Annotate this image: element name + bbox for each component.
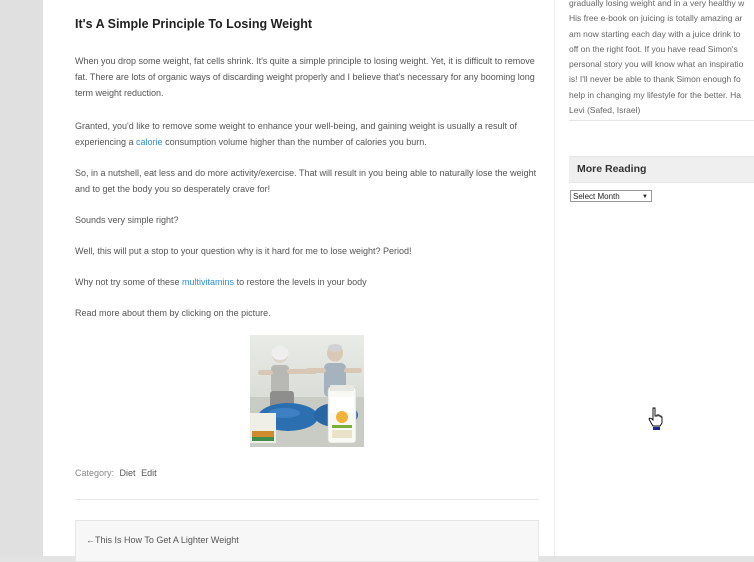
testimonial-line: His free e-book on juicing is totally amazing ar (569, 13, 743, 24)
previous-post-link[interactable] (86, 535, 239, 545)
post-paragraph-5: Well, this will put a stop to your question why is it hard for me to lose weight? Period! (75, 246, 412, 256)
sidebar (569, 0, 754, 556)
dropdown-caret-icon: ▼ (642, 194, 648, 200)
paragraph-text: consumption volume higher than the number of calories you burn. (162, 137, 427, 147)
testimonial-line: am now starting each day with a juice drink to (569, 28, 741, 39)
edit-link[interactable]: Edit (141, 468, 157, 478)
post-content (43, 0, 555, 556)
testimonial-line: is! I'll never be able to thank Simon enough fo (569, 74, 741, 85)
testimonial-line: personal story you will know what an inspiratio (569, 59, 744, 70)
page-gutter (0, 0, 43, 556)
arrow-left-icon: ← (86, 535, 95, 545)
testimonial-author: Levi (Safed, Israel) (569, 105, 641, 116)
seniors-exercise-image (250, 335, 364, 447)
more-reading-widget-header (569, 156, 754, 183)
category-label: Category: (75, 468, 115, 478)
paragraph-text: Why not try some of these (75, 277, 183, 287)
testimonial-line: gradually losing weight and in a very healthy w (569, 0, 745, 8)
post-paragraph-3: So, in a nutshell, eat less and do more activity/exercise. That will result in you being able to naturally lose the weight and to get the body you so desperately crave for! (75, 168, 537, 194)
previous-post-title: This Is How To Get A Lighter Weight (95, 535, 239, 545)
post-meta (75, 468, 157, 478)
post-paragraph-2 (75, 118, 545, 150)
paragraph-text: Granted, you'd like to remove some weight to enhance your well-being, and gaining weight is usually a result of experiencing a (75, 121, 517, 147)
page-container (43, 0, 754, 556)
product-image-link[interactable] (250, 335, 364, 447)
post-paragraph-4: Sounds very simple right? (75, 215, 179, 225)
widget-title: More Reading (577, 163, 647, 175)
multivitamins-link[interactable]: multivitamins (182, 277, 235, 287)
testimonial-text (569, 0, 754, 118)
post-paragraph-1: When you drop some weight, fat cells shrink. It's quite a simple principle to losing weight. Yet, it is difficult to remove fat. There are lots of organic ways of discarding weight properly and I believe that's necessary for any booming long term weight reduction. (75, 56, 535, 98)
post-title: It's A Simple Principle To Losing Weight (75, 17, 313, 31)
post-paragraph-6 (75, 274, 545, 290)
calorie-link[interactable]: calorie (136, 137, 163, 147)
archive-month-select[interactable] (570, 190, 652, 202)
paragraph-text: to restore the levels in your body (234, 277, 367, 287)
post-divider (75, 499, 538, 500)
testimonial-line: help in changing my lifestyle for the better. Ha (569, 89, 741, 100)
category-diet-link[interactable]: Diet (119, 468, 136, 478)
hand-cursor-icon (648, 407, 664, 436)
testimonial-line: off on the right foot. If you have read Simon's (569, 43, 738, 54)
sidebar-divider (569, 120, 754, 121)
select-value: Select Month (573, 192, 620, 201)
post-paragraph-7: Read more about them by clicking on the picture. (75, 308, 271, 318)
